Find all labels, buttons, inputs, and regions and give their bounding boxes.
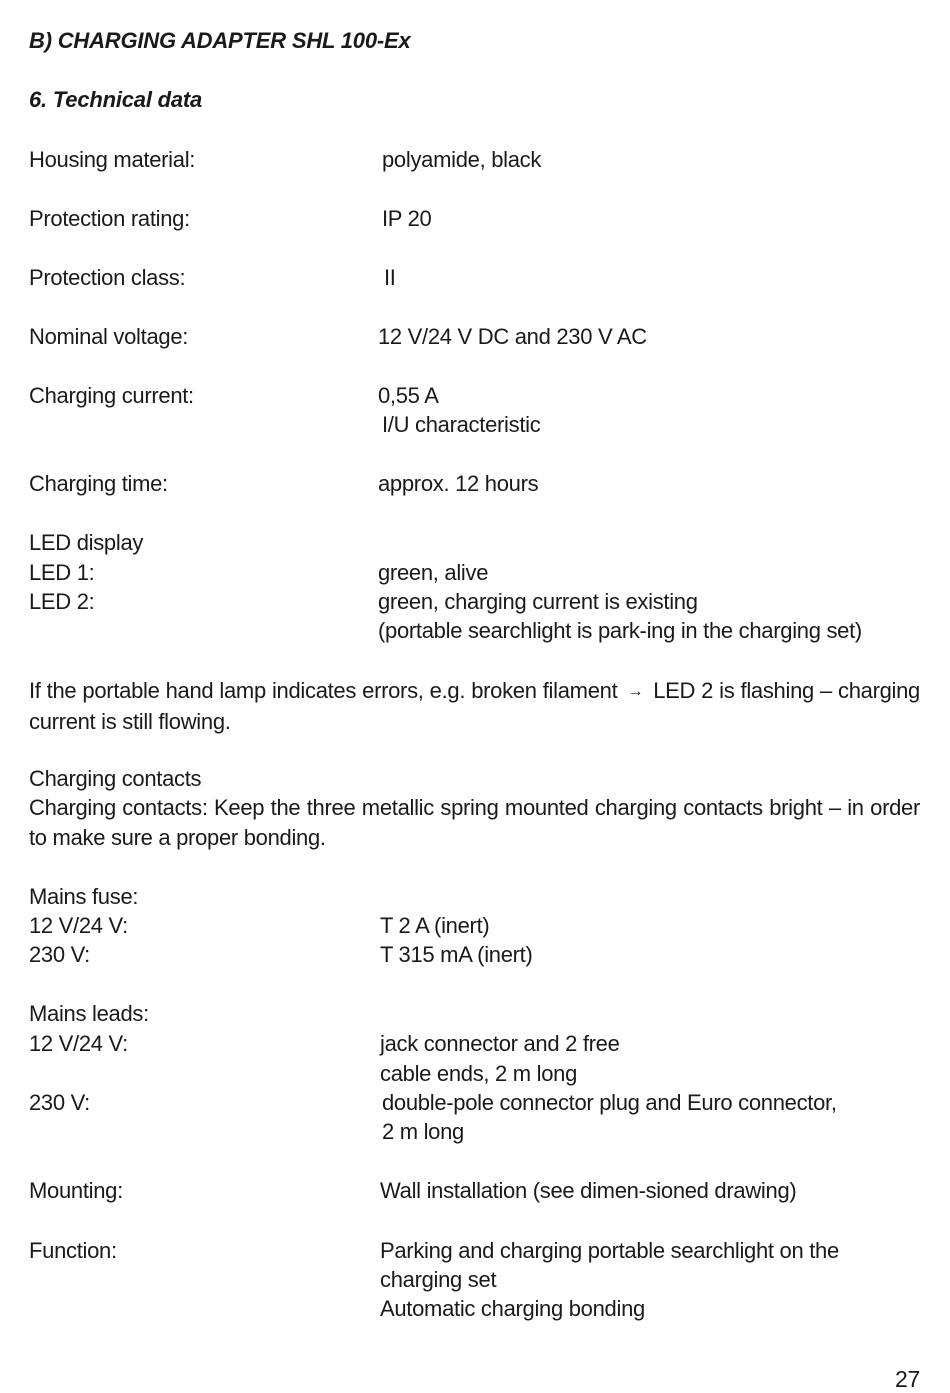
led2-value-note: (portable searchlight is park-ing in the charging set) [378,618,862,643]
error-note-paragraph [29,676,920,736]
mains-leads-low-label: 12 V/24 V: [29,1031,128,1056]
arrow-right-icon: → [627,683,644,700]
subsection-title: 6. Technical data [29,87,203,112]
led1-label: LED 1: [29,560,95,585]
charging-time-label: Charging time: [29,471,168,496]
charging-current-value: 0,55 A [378,383,439,408]
housing-material-value: polyamide, black [382,147,542,172]
nominal-voltage-value: 12 V/24 V DC and 230 V AC [378,324,647,349]
protection-class-value: II [384,265,396,290]
housing-material-label: Housing material: [29,147,196,172]
led-display-heading: LED display [29,530,144,555]
charging-contacts-heading: Charging contacts [29,766,202,791]
led1-value: green, alive [378,560,489,585]
mains-fuse-heading: Mains fuse: [29,884,139,909]
mains-leads-high-value-cont: 2 m long [382,1119,464,1144]
function-value: Parking and charging portable searchlight on the [380,1238,839,1263]
charging-current-characteristic: I/U characteristic [382,412,541,437]
function-value-cont: charging set [380,1267,497,1292]
section-title: B) CHARGING ADAPTER SHL 100-Ex [29,28,411,53]
led2-value: green, charging current is existing [378,589,698,614]
nominal-voltage-label: Nominal voltage: [29,324,189,349]
charging-current-label: Charging current: [29,383,194,408]
mounting-value: Wall installation (see dimen-sioned drawing) [380,1178,797,1203]
protection-rating-value: IP 20 [382,206,432,231]
protection-class-label: Protection class: [29,265,186,290]
mains-fuse-high-label: 230 V: [29,942,90,967]
mounting-label: Mounting: [29,1178,123,1203]
mains-leads-heading: Mains leads: [29,1001,149,1026]
function-value-extra: Automatic charging bonding [380,1296,645,1321]
mains-leads-high-value: double-pole connector plug and Euro connector, [382,1090,837,1115]
mains-fuse-high-value: T 315 mA (inert) [380,942,533,967]
protection-rating-label: Protection rating: [29,206,190,231]
function-label: Function: [29,1238,117,1263]
led2-label: LED 2: [29,589,95,614]
error-note-part2: LED 2 is flashing – charging current is still flowing. [29,678,920,734]
mains-leads-high-label: 230 V: [29,1090,90,1115]
mains-fuse-low-label: 12 V/24 V: [29,913,128,938]
error-note-part1: If the portable hand lamp indicates errors, e.g. broken filament [29,678,618,703]
mains-leads-low-value: jack connector and 2 free [380,1031,620,1056]
mains-leads-low-value-cont: cable ends, 2 m long [380,1061,578,1086]
page-number: 27 [895,1366,920,1392]
mains-fuse-low-value: T 2 A (inert) [380,913,490,938]
charging-time-value: approx. 12 hours [378,471,539,496]
charging-contacts-paragraph: Charging contacts: Keep the three metallic spring mounted charging contacts bright – in order to make sure a proper bonding. [29,795,920,850]
